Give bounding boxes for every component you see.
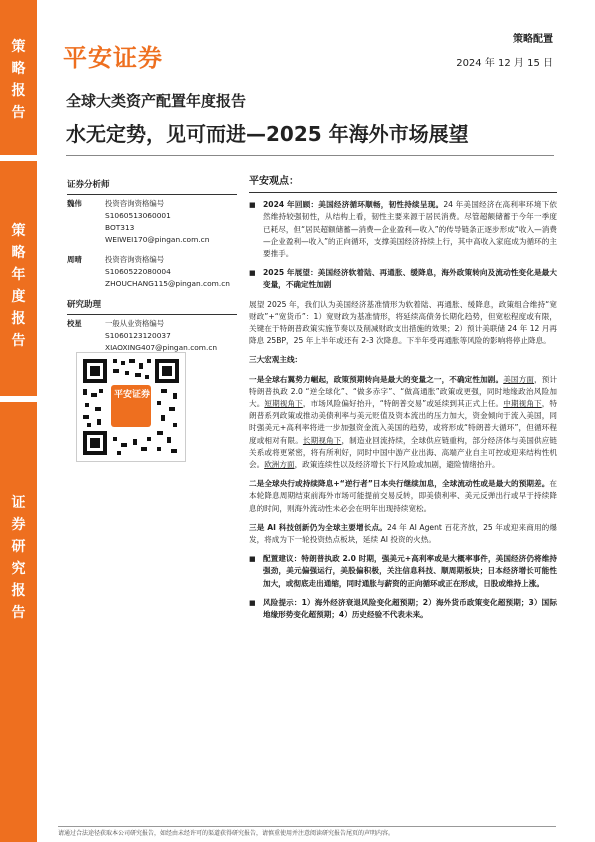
analyst-email[interactable]: ZHOUCHANG115@pingan.com.cn xyxy=(105,279,230,288)
theme-keyword: 中期视角下 xyxy=(503,399,542,409)
analyst-name: 魏伟 xyxy=(67,199,82,208)
title-divider xyxy=(66,155,554,156)
sidebar-mid-label: 策 略 年 度 报 告 xyxy=(11,223,26,349)
report-subtitle: 全球大类资产配置年度报告 xyxy=(66,92,247,110)
allocation-advice: 配置建议：特朗普执政 2.0 时期，强美元+高利率或是大概率事件，美国经济仍将维持强劲，美元偏强运行，美股偏积极，关注信息科技、顺周期板块；日本经济增长可能性加大，或彻底走出通缩，同时通胀与薪资的正向循环或正在形成，日股或维持上涨。 xyxy=(263,554,557,588)
risk-warning: 风险提示：1）海外经济衰退风险变化超预期；2）海外货币政策变化超预期；3）国际地缘形势变化超预期；4）历史经验不代表未来。 xyxy=(263,597,557,620)
analyst-email[interactable]: WEIWEI170@pingan.com.cn xyxy=(105,235,210,244)
viewpoints-section xyxy=(249,176,557,628)
report-title: 水无定势，见可而进—2025 年海外市场展望 xyxy=(66,122,469,146)
theme-3 xyxy=(249,522,557,546)
sidebar-divider xyxy=(0,396,37,402)
section-divider xyxy=(67,314,237,315)
theme-1 xyxy=(249,374,557,472)
cert-label: 投资咨询资格编号 xyxy=(105,255,165,264)
theme-text: ，预计特朗普执政 2.0 “逆全球化”、“做多赤字”、“做高通胀”政策或更强，同时地缘政治风险加大。 xyxy=(249,374,557,409)
footer-divider xyxy=(58,826,556,827)
report-date: 2024 年 12 月 15 日 xyxy=(456,58,553,69)
cert-number: S1060123120037 xyxy=(105,331,171,340)
section-divider xyxy=(67,194,237,195)
item-heading: 2024 年回顾：美国经济循环顺畅，韧性持续呈现。 xyxy=(263,200,444,210)
viewpoints-heading: 平安观点： xyxy=(249,176,299,187)
sidebar-divider xyxy=(0,155,37,161)
analyst-name: 周晴 xyxy=(67,255,82,264)
doc-type: 策略配置 xyxy=(513,34,553,45)
analyst-entry xyxy=(67,198,237,246)
theme-keyword: 短期视角下 xyxy=(264,399,303,409)
theme-text: ，特朗普系列政策或推动美债利率与美元贬值及资本流出的压力加大，资金倾向于流入美国，同时强美元+高利率将进一步加强资金流入美国的趋势，或将形成“特朗普大循环”，但循环程度或相对有限。 xyxy=(249,399,558,445)
assistants-heading: 研究助理 xyxy=(67,300,102,310)
theme-text: ，制造业回流持续，全球供应链重构，部分经济体与美国供应链关系或将更紧密，将有所利好，同时中国中游产业出海、高端产业自主可控或迎来结构性机会。 xyxy=(249,435,558,470)
outlook-paragraph: 展望 2025 年，我们认为美国经济基准情形为软着陆、再通胀、缓降息，政策组合维持“宽财政”+“宽货币”：1）宽财政为基准情形，将延续高债务长期化趋势，但宽松程度或有限，关键在于特朗普政策实施节奏以及削减财政支出措施的效果；2）预计美联储 24 年 12 月再降息 25BP，25 年上半年或还有 2-3 次降息。下半年受再通胀等风险的影响将停止降息。 xyxy=(249,299,557,346)
item-heading: 2025 年展望：美国经济软着陆、再通胀、缓降息，海外政策转向及流动性变化是最大变量，不确定性加剧 xyxy=(263,268,557,290)
theme-heading: 三是 AI 科技创新仍为全球主要增长点。 xyxy=(249,522,387,532)
left-sidebar xyxy=(0,0,37,842)
theme-heading: 一是全球右翼势力崛起，政策预期转向是最大的变量之一，不确定性加剧。 xyxy=(249,374,504,384)
viewpoint-item xyxy=(249,267,557,291)
cert-code: BOT313 xyxy=(105,223,135,232)
theme-2 xyxy=(249,478,557,515)
assistant-name: 校星 xyxy=(67,319,82,328)
square-bullet-icon: ■ xyxy=(249,598,256,607)
footer-disclaimer: 请通过合法途径获取本公司研究报告，如经由未经许可的渠道获得研究报告，请慎重使用并注意阅读研究报告尾页的声明内容。 xyxy=(58,830,395,837)
theme-keyword: 长期视角下 xyxy=(302,435,342,445)
square-bullet-icon: ■ xyxy=(249,269,256,278)
square-bullet-icon: ■ xyxy=(249,201,256,210)
viewpoint-item xyxy=(249,199,557,260)
viewpoint-item xyxy=(249,553,557,590)
theme-text: 在本轮降息周期结束前海外市场可能提前交易反转，即美债利率、美元反弹出行或早于持续降息的时间，则海外流动性未必会在明年出现持续宽松。 xyxy=(249,479,557,513)
cert-label: 投资咨询资格编号 xyxy=(105,199,165,208)
viewpoint-item xyxy=(249,597,557,621)
square-bullet-icon: ■ xyxy=(249,555,256,564)
assistant-email[interactable]: XIAOXING407@pingan.com.cn xyxy=(105,343,218,352)
theme-keyword: 美国方面 xyxy=(503,374,534,384)
company-logo: 平安证券 xyxy=(63,44,163,72)
theme-text: ，市场风险偏好抬升，“特朗普交易”或延续到其正式上任。 xyxy=(302,399,504,409)
cert-number: S1060513060001 xyxy=(105,211,171,220)
analyst-info xyxy=(67,178,237,360)
theme-text: 24 年 AI Agent 百花齐放，25 年或迎来商用的爆发，将成为下一轮投资热点板块，延续 AI 投资的火热。 xyxy=(249,522,557,545)
section-divider xyxy=(249,192,557,193)
item-text: 24 年美国经济在高利率环境下依然维持较强韧性，从结构上看，韧性主要来源于居民消费。尽管超额储蓄于今年一季度已耗尽，但“居民超额储蓄—消费—企业盈利—收入”的传导链条正逐步形成“收入—消费—企业盈利—收入”的正向循环，支撑美国经济持续上行，其中高收入家庭成为循环的主要推手。 xyxy=(263,200,557,259)
themes-heading: 三大宏观主线： xyxy=(249,355,303,365)
analysts-heading: 证券分析师 xyxy=(67,180,110,190)
qr-code-icon xyxy=(77,353,185,461)
analyst-entry xyxy=(67,254,237,290)
cert-label: 一般从业资格编号 xyxy=(105,319,165,328)
qr-code[interactable] xyxy=(76,352,186,462)
sidebar-top-label: 策 略 报 告 xyxy=(11,39,26,121)
cert-number: S1060522080004 xyxy=(105,267,171,276)
theme-keyword: 欧洲方面 xyxy=(264,460,295,470)
qr-logo-text: 平安证券 xyxy=(113,390,150,400)
theme-text: ，政策连续性以及经济增长下行风险或加剧，避险情绪抬升。 xyxy=(294,460,500,470)
theme-heading: 二是全球央行或持续降息+“逆行者”日本央行继续加息，全球流动性或是最大的预期差。 xyxy=(249,479,550,489)
assistant-entry xyxy=(67,318,237,354)
sidebar-bottom-label: 证 券 研 究 报 告 xyxy=(11,495,26,621)
